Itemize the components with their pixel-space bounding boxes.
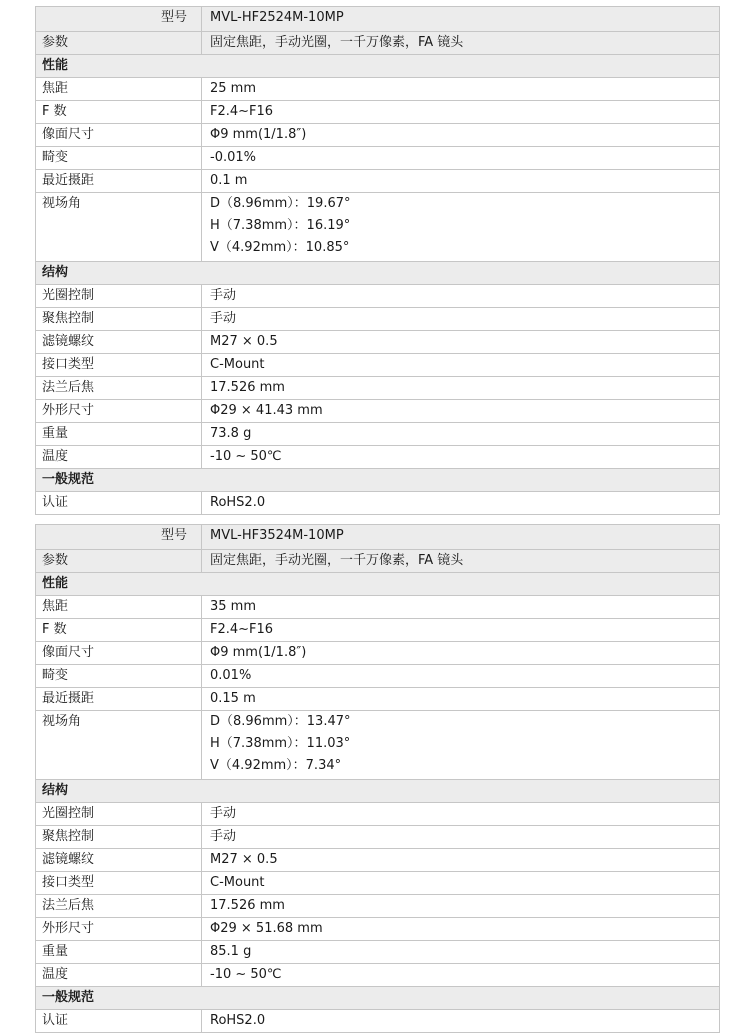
spec-label: 接口类型 — [36, 872, 202, 894]
param-row — [36, 549, 719, 572]
spec-value-line: Φ29 × 51.68 mm — [210, 921, 323, 936]
spec-label: 滤镜螺纹 — [36, 849, 202, 871]
spec-row — [36, 422, 719, 445]
spec-value-line: C-Mount — [210, 875, 265, 890]
spec-value-line: D（8.96mm）：19.67° — [210, 196, 351, 211]
section-title: 一般规范 — [42, 472, 95, 487]
spec-row — [36, 595, 719, 618]
spec-label: F 数 — [36, 619, 202, 641]
spec-row — [36, 146, 719, 169]
spec-row — [36, 917, 719, 940]
spec-value — [202, 193, 719, 261]
spec-value — [202, 377, 719, 399]
model-label: 型号 — [36, 7, 202, 31]
spec-value-line: C-Mount — [210, 357, 265, 372]
param-value: 固定焦距，手动光圈，一千万像素，FA 镜头 — [210, 35, 464, 50]
spec-value-line: 手动 — [210, 288, 237, 303]
spec-label: 畸变 — [36, 665, 202, 687]
section-header — [36, 261, 719, 284]
spec-label: 光圈控制 — [36, 803, 202, 825]
spec-label: F 数 — [36, 101, 202, 123]
section-header — [36, 986, 719, 1009]
spec-value-line: -0.01% — [210, 150, 256, 165]
spec-label: 焦距 — [36, 78, 202, 100]
spec-row — [36, 77, 719, 100]
spec-row — [36, 710, 719, 779]
spec-label: 重量 — [36, 423, 202, 445]
spec-table — [35, 6, 720, 515]
spec-row — [36, 376, 719, 399]
spec-label: 聚焦控制 — [36, 826, 202, 848]
spec-value — [202, 941, 719, 963]
spec-label: 温度 — [36, 446, 202, 468]
spec-value — [202, 964, 719, 986]
spec-value-line: D（8.96mm）：13.47° — [210, 714, 351, 729]
spec-row — [36, 618, 719, 641]
spec-value-line: M27 × 0.5 — [210, 334, 278, 349]
spec-label: 重量 — [36, 941, 202, 963]
section-header — [36, 54, 719, 77]
spec-row — [36, 871, 719, 894]
spec-value-line: 手动 — [210, 806, 237, 821]
spec-value-line: H（7.38mm）：11.03° — [210, 736, 351, 751]
spec-value — [202, 665, 719, 687]
spec-label: 视场角 — [36, 711, 202, 779]
spec-value — [202, 711, 719, 779]
spec-value-line: V（4.92mm）：10.85° — [210, 240, 350, 255]
spec-value — [202, 1010, 719, 1032]
spec-label: 认证 — [36, 492, 202, 514]
spec-value-line: F2.4~F16 — [210, 104, 274, 119]
spec-value — [202, 803, 719, 825]
spec-row — [36, 307, 719, 330]
spec-value — [202, 642, 719, 664]
param-label: 参数 — [36, 550, 202, 572]
spec-label: 像面尺寸 — [36, 124, 202, 146]
spec-value-line: 73.8 g — [210, 426, 252, 441]
spec-value — [202, 147, 719, 169]
spec-label: 外形尺寸 — [36, 400, 202, 422]
spec-row — [36, 399, 719, 422]
spec-value — [202, 826, 719, 848]
spec-value — [202, 688, 719, 710]
spec-label: 像面尺寸 — [36, 642, 202, 664]
spec-row — [36, 123, 719, 146]
spec-row — [36, 802, 719, 825]
param-row — [36, 31, 719, 54]
spec-value — [202, 423, 719, 445]
spec-value-line: F2.4~F16 — [210, 622, 274, 637]
spec-value-line: H（7.38mm）：16.19° — [210, 218, 351, 233]
spec-value — [202, 872, 719, 894]
spec-row — [36, 353, 719, 376]
spec-value-line: 0.01% — [210, 668, 252, 683]
spec-value — [202, 124, 719, 146]
spec-row — [36, 445, 719, 468]
section-title: 结构 — [42, 783, 69, 798]
spec-label: 焦距 — [36, 596, 202, 618]
spec-row — [36, 940, 719, 963]
model-label: 型号 — [36, 525, 202, 549]
spec-value — [202, 596, 719, 618]
section-header — [36, 779, 719, 802]
model-row — [36, 525, 719, 549]
spec-label: 最近摄距 — [36, 170, 202, 192]
section-title: 一般规范 — [42, 990, 95, 1005]
spec-label: 法兰后焦 — [36, 895, 202, 917]
spec-label: 视场角 — [36, 193, 202, 261]
spec-label: 温度 — [36, 964, 202, 986]
spec-row — [36, 894, 719, 917]
spec-value-line: -10 ~ 50℃ — [210, 449, 282, 464]
spec-value-line: 0.15 m — [210, 691, 256, 706]
spec-value-line: Φ29 × 41.43 mm — [210, 403, 323, 418]
spec-value-line: 17.526 mm — [210, 380, 285, 395]
spec-label: 光圈控制 — [36, 285, 202, 307]
spec-value-line: 85.1 g — [210, 944, 252, 959]
spec-row — [36, 284, 719, 307]
spec-value-line: RoHS2.0 — [210, 1013, 266, 1028]
spec-value-line: Φ9 mm(1/1.8″) — [210, 645, 307, 660]
spec-label: 最近摄距 — [36, 688, 202, 710]
spec-value-line: Φ9 mm(1/1.8″) — [210, 127, 307, 142]
section-header — [36, 468, 719, 491]
spec-label: 法兰后焦 — [36, 377, 202, 399]
spec-row — [36, 641, 719, 664]
spec-value — [202, 619, 719, 641]
spec-row — [36, 491, 719, 514]
spec-value-line: 17.526 mm — [210, 898, 285, 913]
section-title: 性能 — [42, 576, 69, 591]
spec-label: 认证 — [36, 1010, 202, 1032]
spec-row — [36, 330, 719, 353]
spec-label: 聚焦控制 — [36, 308, 202, 330]
spec-label: 滤镜螺纹 — [36, 331, 202, 353]
spec-value-line: RoHS2.0 — [210, 495, 266, 510]
spec-value — [202, 331, 719, 353]
spec-value-line: 35 mm — [210, 599, 257, 614]
spec-value-line: 25 mm — [210, 81, 257, 96]
spec-value — [202, 78, 719, 100]
section-title: 性能 — [42, 58, 69, 73]
spec-value — [202, 918, 719, 940]
section-title: 结构 — [42, 265, 69, 280]
spec-row — [36, 963, 719, 986]
spec-value — [202, 308, 719, 330]
spec-value-line: -10 ~ 50℃ — [210, 967, 282, 982]
spec-row — [36, 825, 719, 848]
spec-value-line: V（4.92mm）：7.34° — [210, 758, 342, 773]
spec-row — [36, 664, 719, 687]
spec-value-line: M27 × 0.5 — [210, 852, 278, 867]
spec-value — [202, 895, 719, 917]
spec-label: 外形尺寸 — [36, 918, 202, 940]
spec-value-line: 手动 — [210, 829, 237, 844]
spec-row — [36, 1009, 719, 1032]
model-value: MVL-HF3524M-10MP — [210, 528, 344, 543]
spec-value — [202, 101, 719, 123]
spec-label: 畸变 — [36, 147, 202, 169]
param-value: 固定焦距，手动光圈，一千万像素，FA 镜头 — [210, 553, 464, 568]
spec-row — [36, 100, 719, 123]
model-row — [36, 7, 719, 31]
param-label: 参数 — [36, 32, 202, 54]
spec-label: 接口类型 — [36, 354, 202, 376]
spec-value — [202, 170, 719, 192]
spec-value — [202, 285, 719, 307]
spec-value-line: 0.1 m — [210, 173, 248, 188]
spec-value-line: 手动 — [210, 311, 237, 326]
spec-value — [202, 446, 719, 468]
spec-row — [36, 169, 719, 192]
model-value: MVL-HF2524M-10MP — [210, 10, 344, 25]
spec-row — [36, 687, 719, 710]
spec-row — [36, 192, 719, 261]
spec-value — [202, 400, 719, 422]
spec-row — [36, 848, 719, 871]
spec-value — [202, 354, 719, 376]
spec-table — [35, 524, 720, 1033]
spec-value — [202, 492, 719, 514]
spec-value — [202, 849, 719, 871]
section-header — [36, 572, 719, 595]
